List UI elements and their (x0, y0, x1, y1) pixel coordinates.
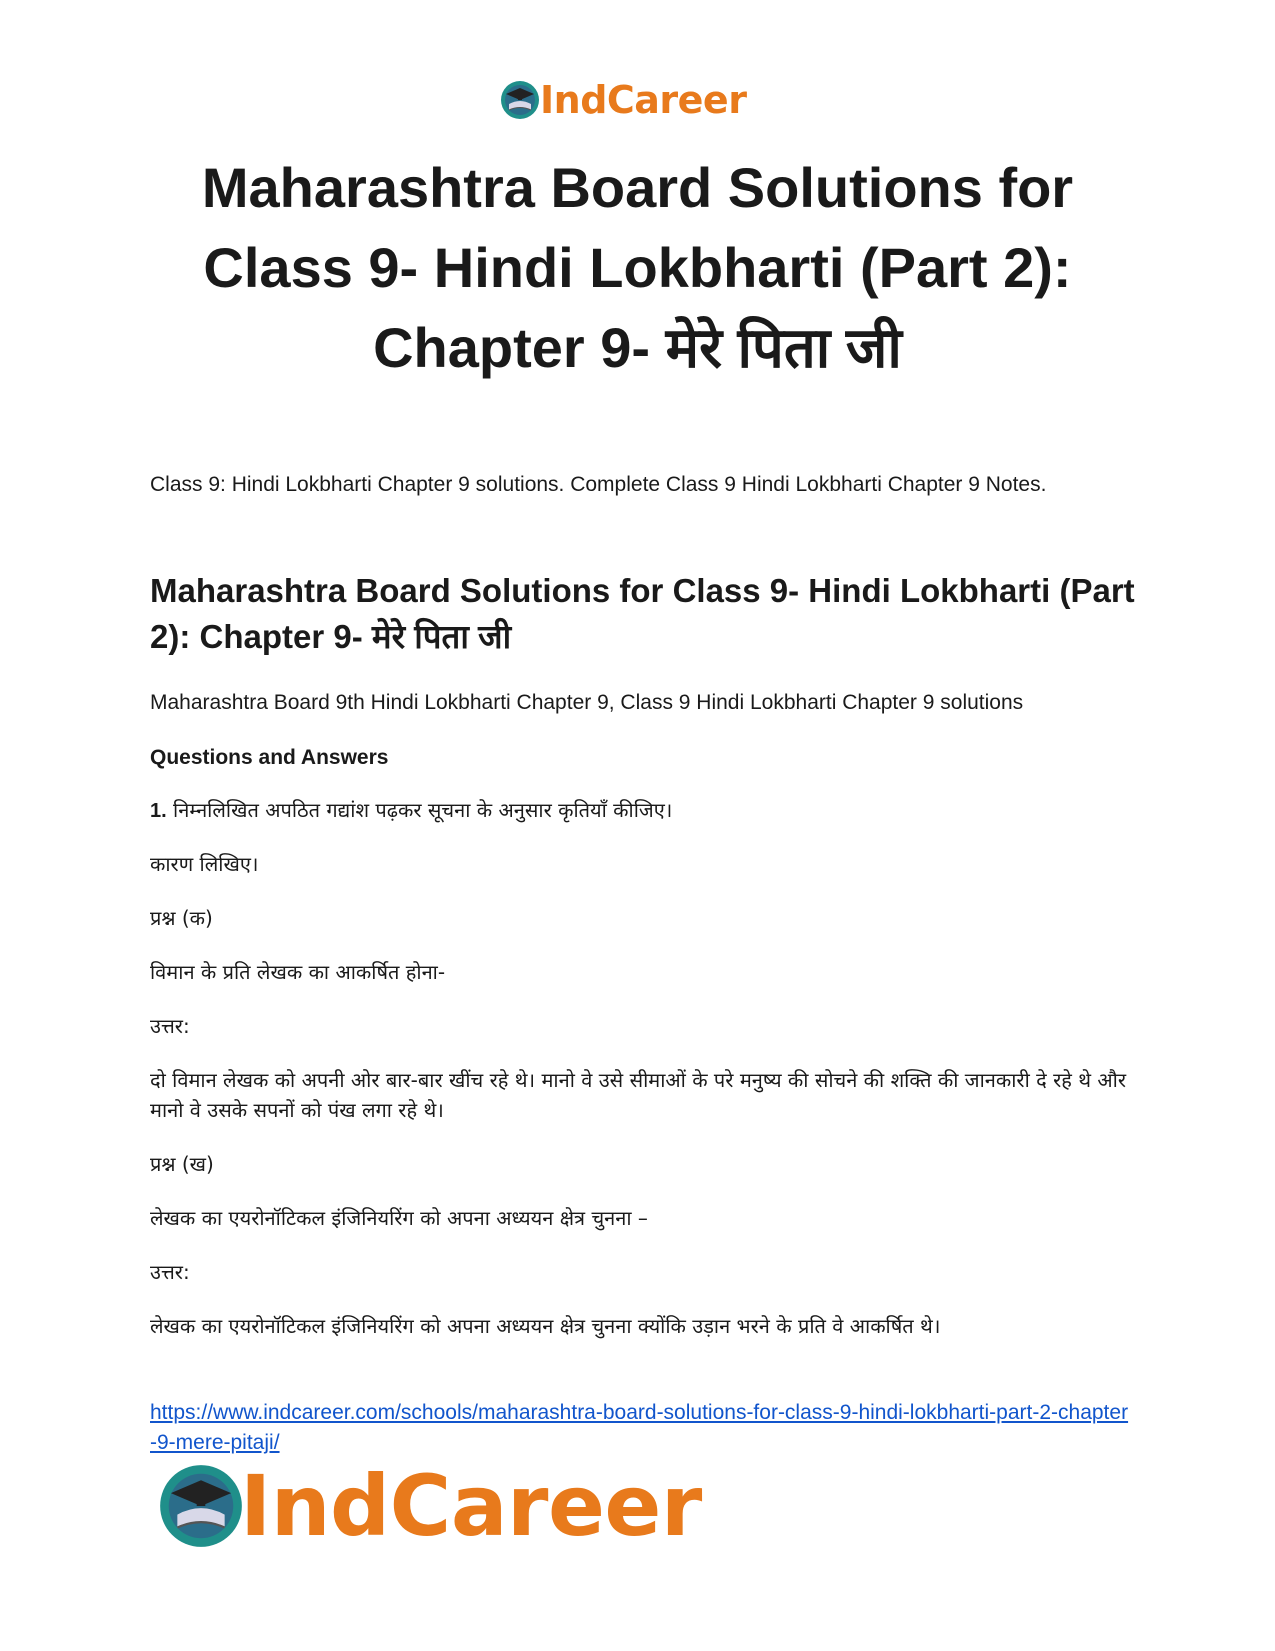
question-text: निम्नलिखित अपठित गद्यांश पढ़कर सूचना के अनुसार कृतियाँ कीजिए। (173, 798, 673, 822)
section-heading: Maharashtra Board Solutions for Class 9- Hindi Lokbharti (Part 2): Chapter 9- मेरे पिता जी (150, 572, 1135, 655)
answer-kha-text: लेखक का एयरोनॉटिकल इंजिनियरिंग को अपना अध्ययन क्षेत्र चुनना क्योंकि उड़ान भरने के प्रति वे आकर्षित थे। (150, 1314, 941, 1338)
question-number: 1. (150, 800, 167, 822)
graduation-cap-book-icon (158, 1463, 244, 1549)
intro-paragraph: Class 9: Hindi Lokbharti Chapter 9 solutions. Complete Class 9 Hindi Lokbharti Chapter 9 Notes. (150, 473, 1047, 496)
answer-label: उत्तर: (150, 1260, 190, 1284)
qa-heading: Questions and Answers (150, 746, 389, 769)
answer-ka-text: दो विमान लेखक को अपनी ओर बार-बार खींच रहे थे। मानो वे उसे सीमाओं के परे मनुष्य की सोचने की शक्ति की जानकारी दे रहे थे और मानो वे उसके सपनों को पंख लगा रहे थे। (150, 1068, 1127, 1122)
graduation-cap-book-icon (500, 80, 540, 120)
source-link[interactable]: https://www.indcareer.com/schools/maharashtra-board-solutions-for-class-9-hindi-lokbharti-part-2-chapter-9-mere-pitaji/ (150, 1401, 1129, 1454)
question-label-ka: प्रश्न (क) (150, 906, 213, 930)
question-1 (150, 795, 1130, 826)
brand-logo-text: IndCareer (540, 78, 747, 122)
page-title: Maharashtra Board Solutions for Class 9- Hindi Lokbharti (Part 2): Chapter 9- मेरे पिता जी (201, 156, 1074, 379)
header-logo[interactable] (500, 78, 746, 122)
brand-logo-text: IndCareer (240, 1457, 702, 1555)
footer-logo[interactable] (158, 1458, 702, 1554)
instruction-text: कारण लिखिए। (150, 852, 259, 876)
answer-label: उत्तर: (150, 1014, 190, 1038)
question-kha-text: लेखक का एयरोनॉटिकल इंजिनियरिंग को अपना अध्ययन क्षेत्र चुनना – (150, 1206, 648, 1230)
question-label-kha: प्रश्न (ख) (150, 1152, 214, 1176)
question-ka-text: विमान के प्रति लेखक का आकर्षित होना- (150, 960, 446, 984)
subtext-paragraph: Maharashtra Board 9th Hindi Lokbharti Chapter 9, Class 9 Hindi Lokbharti Chapter 9 solutions (150, 691, 1024, 714)
